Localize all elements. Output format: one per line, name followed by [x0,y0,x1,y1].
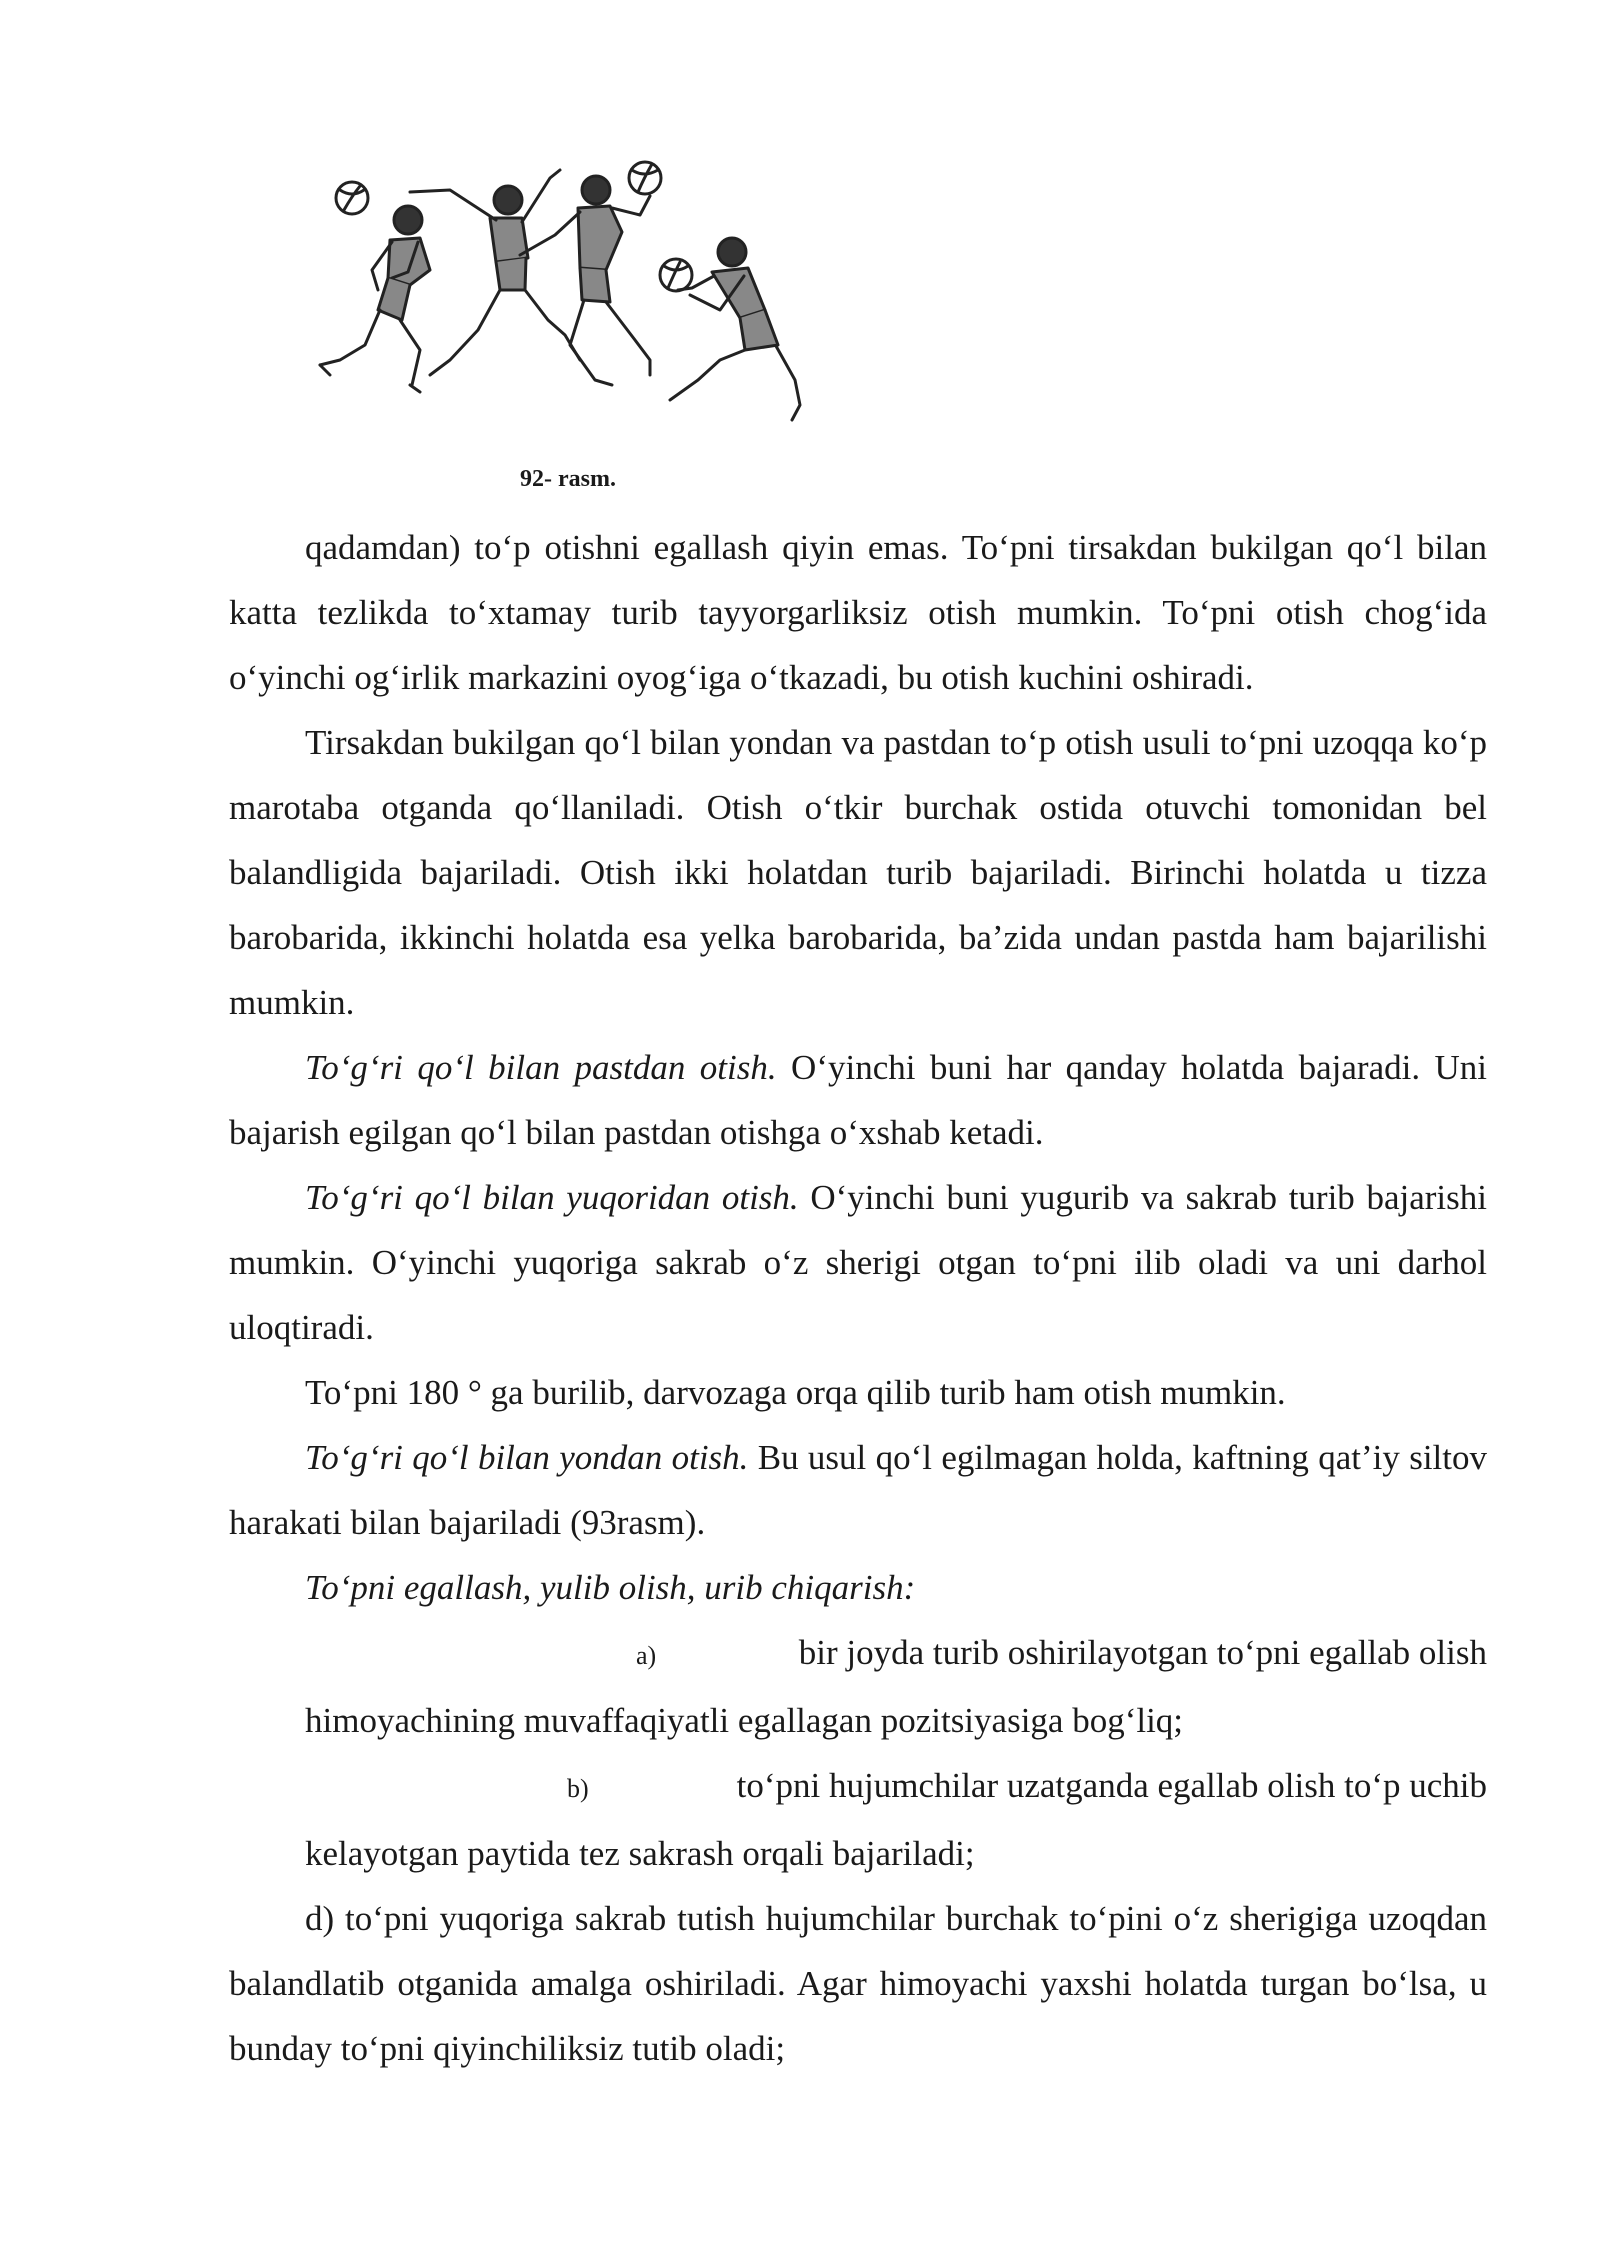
paragraph-7-heading: To‘pni egallash, yulib olish, urib chiqarish: [305,1568,916,1607]
paragraph-4-heading: To‘g‘ri qo‘l bilan yuqoridan otish. [305,1178,799,1217]
paragraph-6-heading: To‘g‘ri qo‘l bilan yondan otish. [305,1438,749,1477]
paragraph-4-text: O‘yinchi buni yugurib va sakrab turib bajarishi mumkin. O‘yinchi yuqoriga sakrab o‘z sherigi otgan to‘pni ilib oladi va uni darhol uloqtiradi. [229,1178,1487,1347]
paragraph-5 [229,1360,1487,1425]
paragraph-8-text: d) to‘pni yuqoriga sakrab tutish hujumchilar burchak to‘pini o‘z sherigiga uzoqdan balandlatib otganida amalga oshiriladi. Agar himoyachi yaxshi holatda turgan bo‘lsa, u bunday to‘pni qiyinchiliksiz tutib oladi; [229,1899,1487,2068]
paragraph-1 [229,515,1487,710]
paragraph-3 [229,1035,1487,1165]
paragraph-4 [229,1165,1487,1360]
paragraph-2-text: Tirsakdan bukilgan qo‘l bilan yondan va pastdan to‘p otish usuli to‘pni uzoqqa ko‘p marotaba otganda qo‘llaniladi. Otish o‘tkir burchak ostida otuvchi tomonidan bel balandligida bajariladi. Otish ikki holatdan turib bajariladi. Birinchi holatda u tizza barobarida, ikkinchi holatda esa yelka barobarida, ba’zida undan pastda ham bajarilishi mumkin. [229,723,1487,1022]
list-item-a-line1: bir joyda turib oshirilayotgan to‘pni egallab olish [798,1633,1487,1672]
handball-players-throwing-icon [300,160,900,500]
paragraph-5-text: To‘pni 180 ° ga burilib, darvozaga orqa qilib turib ham otish mumkin. [305,1373,1286,1412]
paragraph-7 [229,1555,1487,1620]
body-text [229,515,1487,2081]
list-item-b-line2: kelayotgan paytida tez sakrash orqali bajariladi; [305,1834,975,1873]
list-marker-a: a) [636,1641,657,1670]
list-marker-b: b) [567,1774,589,1803]
list-item-a-line2: himoyachining muvaffaqiyatli egallagan pozitsiyasiga bog‘liq; [305,1701,1184,1740]
list-item-a [229,1620,1487,1688]
figure-caption: 92- rasm. [520,466,616,492]
paragraph-3-text: O‘yinchi buni har qanday holatda bajaradi. Uni bajarish egilgan qo‘l bilan pastdan otishga o‘xshab ketadi. [229,1048,1488,1152]
paragraph-6 [229,1425,1487,1555]
list-item-b-line1: to‘pni hujumchilar uzatganda egallab olish to‘p uchib [736,1766,1487,1805]
paragraph-3-heading: To‘g‘ri qo‘l bilan pastdan otish. [305,1048,777,1087]
paragraph-1-text: qadamdan) to‘p otishni egallash qiyin emas. To‘pni tirsakdan bukilgan qo‘l bilan katta tezlikda to‘xtamay turib tayyorgarliksiz otish mumkin. To‘pni otish chog‘ida o‘yinchi og‘irlik markazini oyog‘iga o‘tkazadi, bu otish kuchini oshiradi. [229,528,1487,697]
paragraph-6-text: Bu usul qo‘l egilmagan holda, kaftning qat’iy siltov harakati bilan bajariladi (93rasm). [229,1438,1487,1542]
figure-92 [300,160,900,500]
paragraph-2 [229,710,1487,1035]
paragraph-8 [229,1886,1487,2081]
list-item-b [229,1753,1487,1821]
